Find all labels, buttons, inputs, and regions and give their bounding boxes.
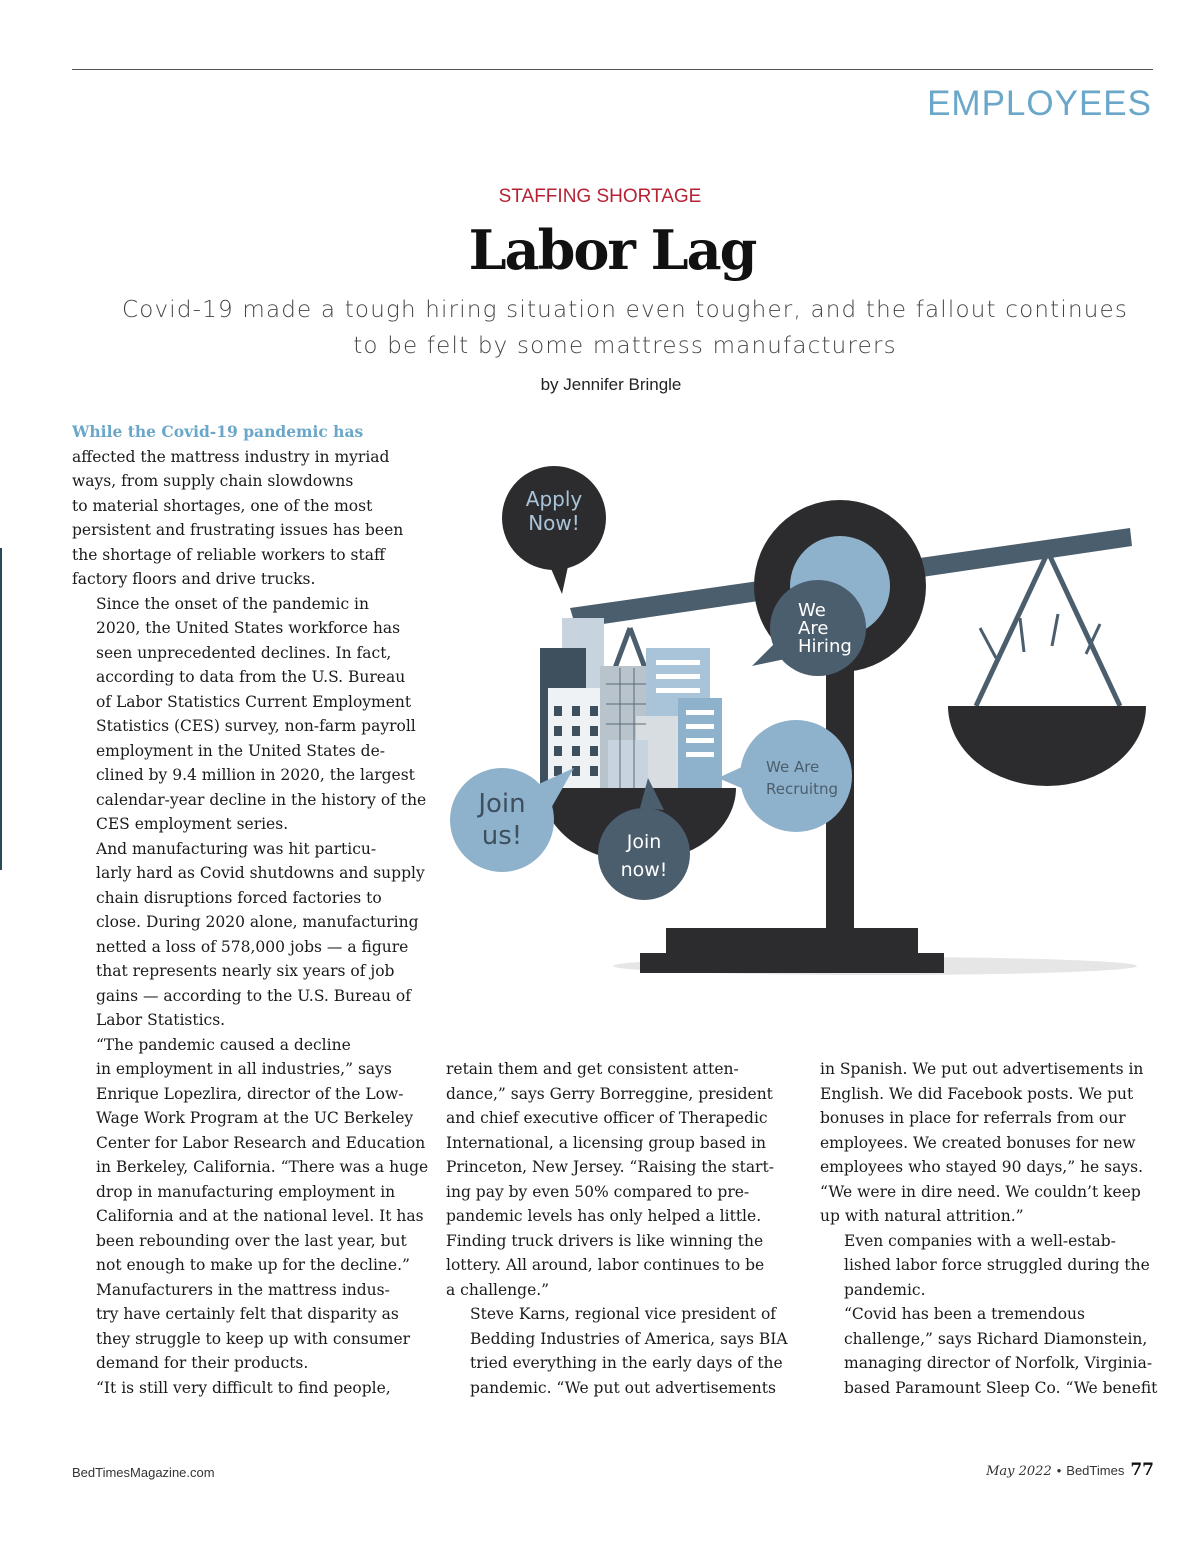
text-line: not enough to make up for the decline.”	[96, 1256, 410, 1274]
deck-line: to be felt by some mattress manufacturers	[353, 333, 897, 359]
footer-website: BedTimesMagazine.com	[72, 1465, 215, 1480]
text-line: close. During 2020 alone, manufacturing	[96, 913, 419, 931]
text-line: seen unprecedented declines. In fact,	[96, 643, 392, 662]
article-paragraph	[72, 1033, 429, 1278]
sparkle-line	[1020, 618, 1024, 652]
right-hanger-line	[976, 552, 1048, 706]
bubble-text: Now!	[528, 511, 580, 535]
text-line: “The pandemic caused a decline	[96, 1035, 351, 1054]
text-line: in Spanish. We put out advertisements in	[820, 1060, 1144, 1078]
text-line: that represents nearly six years of job	[96, 962, 395, 980]
text-line: Finding truck drivers is like winning the	[446, 1231, 764, 1250]
article-paragraph	[820, 1229, 1155, 1303]
article-paragraph	[820, 1302, 1158, 1400]
bubble-text: now!	[620, 859, 668, 881]
article-column-3	[820, 1057, 1158, 1400]
footer-separator: •	[1056, 1463, 1062, 1478]
text-line: according to data from the U.S. Bureau	[96, 668, 406, 686]
text-line: Labor Statistics.	[96, 1011, 226, 1029]
text-line: and chief executive officer of Therapedic	[446, 1109, 768, 1127]
text-line: CES employment series.	[96, 815, 289, 833]
text-line: “Covid has been a tremendous	[844, 1305, 1085, 1323]
building	[608, 740, 648, 788]
text-line: Statistics (CES) survey, non-farm payroll	[96, 717, 416, 735]
footer-date: May 2022	[986, 1464, 1052, 1479]
bubble-text: Join	[626, 831, 662, 853]
text-line: “We were in dire need. We couldn’t keep	[820, 1182, 1141, 1201]
bubble-text: We	[798, 600, 826, 621]
text-line: California and at the national level. It has	[96, 1207, 424, 1225]
text-line: in Berkeley, California. “There was a huge	[96, 1158, 429, 1176]
article-paragraph	[72, 837, 425, 1033]
article-kicker: STAFFING SHORTAGE	[498, 186, 702, 207]
text-line: of Labor Statistics Current Employment	[96, 692, 412, 711]
text-line: And manufacturing was hit particu-	[96, 839, 377, 858]
text-line: Manufacturers in the mattress indus-	[96, 1280, 390, 1299]
article-paragraph	[446, 1302, 788, 1400]
text-line: bonuses in place for referrals from our	[820, 1109, 1126, 1127]
text-line: affected the mattress industry in myriad	[72, 447, 390, 466]
text-line: pandemic.	[844, 1280, 926, 1299]
text-line: pandemic. “We put out advertisements	[470, 1378, 776, 1397]
text-line: they struggle to keep up with consumer	[96, 1329, 411, 1348]
text-line: Enrique Lopezlira, director of the Low-	[96, 1084, 404, 1103]
scale-base-step	[666, 928, 918, 955]
section-label: EMPLOYEES	[927, 84, 1152, 123]
text-line: employees who stayed 90 days,” he says.	[820, 1158, 1143, 1176]
article-column-2	[446, 1057, 788, 1400]
text-line: been rebounding over the last year, but	[96, 1231, 407, 1250]
lead-in: While the Covid-19 pandemic has	[72, 422, 364, 441]
text-line: dance,” says Gerry Borreggine, president	[446, 1084, 773, 1103]
text-line: ways, from supply chain slowdowns	[72, 472, 354, 490]
text-line: in employment in all industries,” says	[96, 1060, 392, 1078]
text-line: try have certainly felt that disparity as	[96, 1305, 399, 1323]
text-line: employment in the United States de-	[96, 741, 385, 760]
article-title: Labor Lag	[468, 218, 756, 282]
article-paragraph	[72, 592, 427, 837]
bubble-text: Are	[798, 618, 829, 639]
top-rule	[72, 69, 1153, 70]
right-scale-pan	[948, 706, 1146, 786]
text-line: retain them and get consistent atten-	[446, 1060, 739, 1078]
bubble-text: Join	[478, 789, 526, 819]
article-paragraph	[72, 1278, 411, 1376]
article-deck	[120, 292, 1130, 364]
article-byline: by Jennifer Bringle	[540, 375, 682, 394]
bubble-text: Recruitng	[766, 780, 838, 798]
text-line: managing director of Norfolk, Virginia-	[844, 1354, 1153, 1372]
text-line: Bedding Industries of America, says BIA	[470, 1329, 788, 1348]
text-line: factory floors and drive trucks.	[72, 570, 316, 588]
footer-folio	[986, 1460, 1154, 1480]
text-line: Princeton, New Jersey. “Raising the start-	[446, 1158, 774, 1176]
city-buildings	[540, 618, 722, 788]
text-line: “It is still very difficult to find people,	[96, 1378, 391, 1397]
article-paragraph	[446, 1057, 781, 1302]
footer-magazine: BedTimes	[1066, 1463, 1125, 1478]
text-line: netted a loss of 578,000 jobs — a figure	[96, 937, 409, 956]
text-line: calendar-year decline in the history of the	[96, 790, 427, 809]
deck-line: Covid-19 made a tough hiring situation even tougher, and the fallout continues	[121, 297, 1129, 323]
bubble-text: us!	[481, 821, 523, 851]
text-line: 2020, the United States workforce has	[96, 619, 401, 637]
bubble-text: We Are	[766, 758, 820, 776]
bubble-text: Apply	[525, 487, 583, 511]
text-line: chain disruptions forced factories to	[96, 888, 382, 907]
text-line: International, a licensing group based in	[446, 1133, 766, 1152]
text-line: larly hard as Covid shutdowns and supply	[96, 864, 425, 882]
right-hanger-line	[1048, 552, 1120, 706]
text-line: Steve Karns, regional vice president of	[470, 1305, 777, 1323]
bubble-apply-now	[502, 466, 606, 594]
text-line: Wage Work Program at the UC Berkeley	[96, 1109, 414, 1127]
text-line: English. We did Facebook posts. We put	[820, 1084, 1134, 1103]
text-line: clined by 9.4 million in 2020, the largest	[96, 766, 415, 784]
article-column-1	[72, 420, 429, 1400]
text-line: challenge,” says Richard Diamonstein,	[844, 1329, 1148, 1348]
text-line: demand for their products.	[96, 1354, 309, 1372]
scale-base	[640, 953, 944, 973]
text-line: based Paramount Sleep Co. “We benefit	[844, 1378, 1158, 1397]
text-line: the shortage of reliable workers to staff	[72, 545, 385, 564]
article-paragraph	[72, 420, 407, 592]
text-line: drop in manufacturing employment in	[96, 1182, 396, 1201]
text-line: persistent and frustrating issues has been	[72, 521, 404, 539]
text-line: Even companies with a well-estab-	[844, 1231, 1116, 1250]
text-line: gains — according to the U.S. Bureau of	[96, 986, 411, 1005]
text-line: pandemic levels has only helped a little.	[446, 1207, 762, 1225]
text-line: to material shortages, one of the most	[72, 496, 373, 515]
text-line: a challenge.”	[446, 1280, 550, 1299]
sparkle-line	[1052, 614, 1058, 646]
text-line: ing pay by even 50% compared to pre-	[446, 1182, 750, 1201]
text-line: up with natural attrition.”	[820, 1207, 1024, 1225]
sparkle-line	[980, 628, 996, 658]
text-line: Since the onset of the pandemic in	[96, 594, 369, 613]
text-line: employees. We created bonuses for new	[820, 1133, 1136, 1152]
bubble-we-are-recruiting	[718, 720, 852, 832]
text-line: lished labor force struggled during the	[844, 1256, 1150, 1274]
text-line: Center for Labor Research and Education	[96, 1133, 426, 1152]
bubble-text: Hiring	[798, 636, 852, 657]
text-line: lottery. All around, labor continues to be	[446, 1256, 765, 1274]
scale-illustration	[440, 448, 1160, 988]
page-number: 77	[1130, 1460, 1154, 1480]
side-accent-bar	[0, 548, 2, 870]
article-paragraph	[72, 1376, 407, 1401]
text-line: tried everything in the early days of the	[470, 1354, 783, 1372]
article-paragraph	[820, 1057, 1155, 1229]
